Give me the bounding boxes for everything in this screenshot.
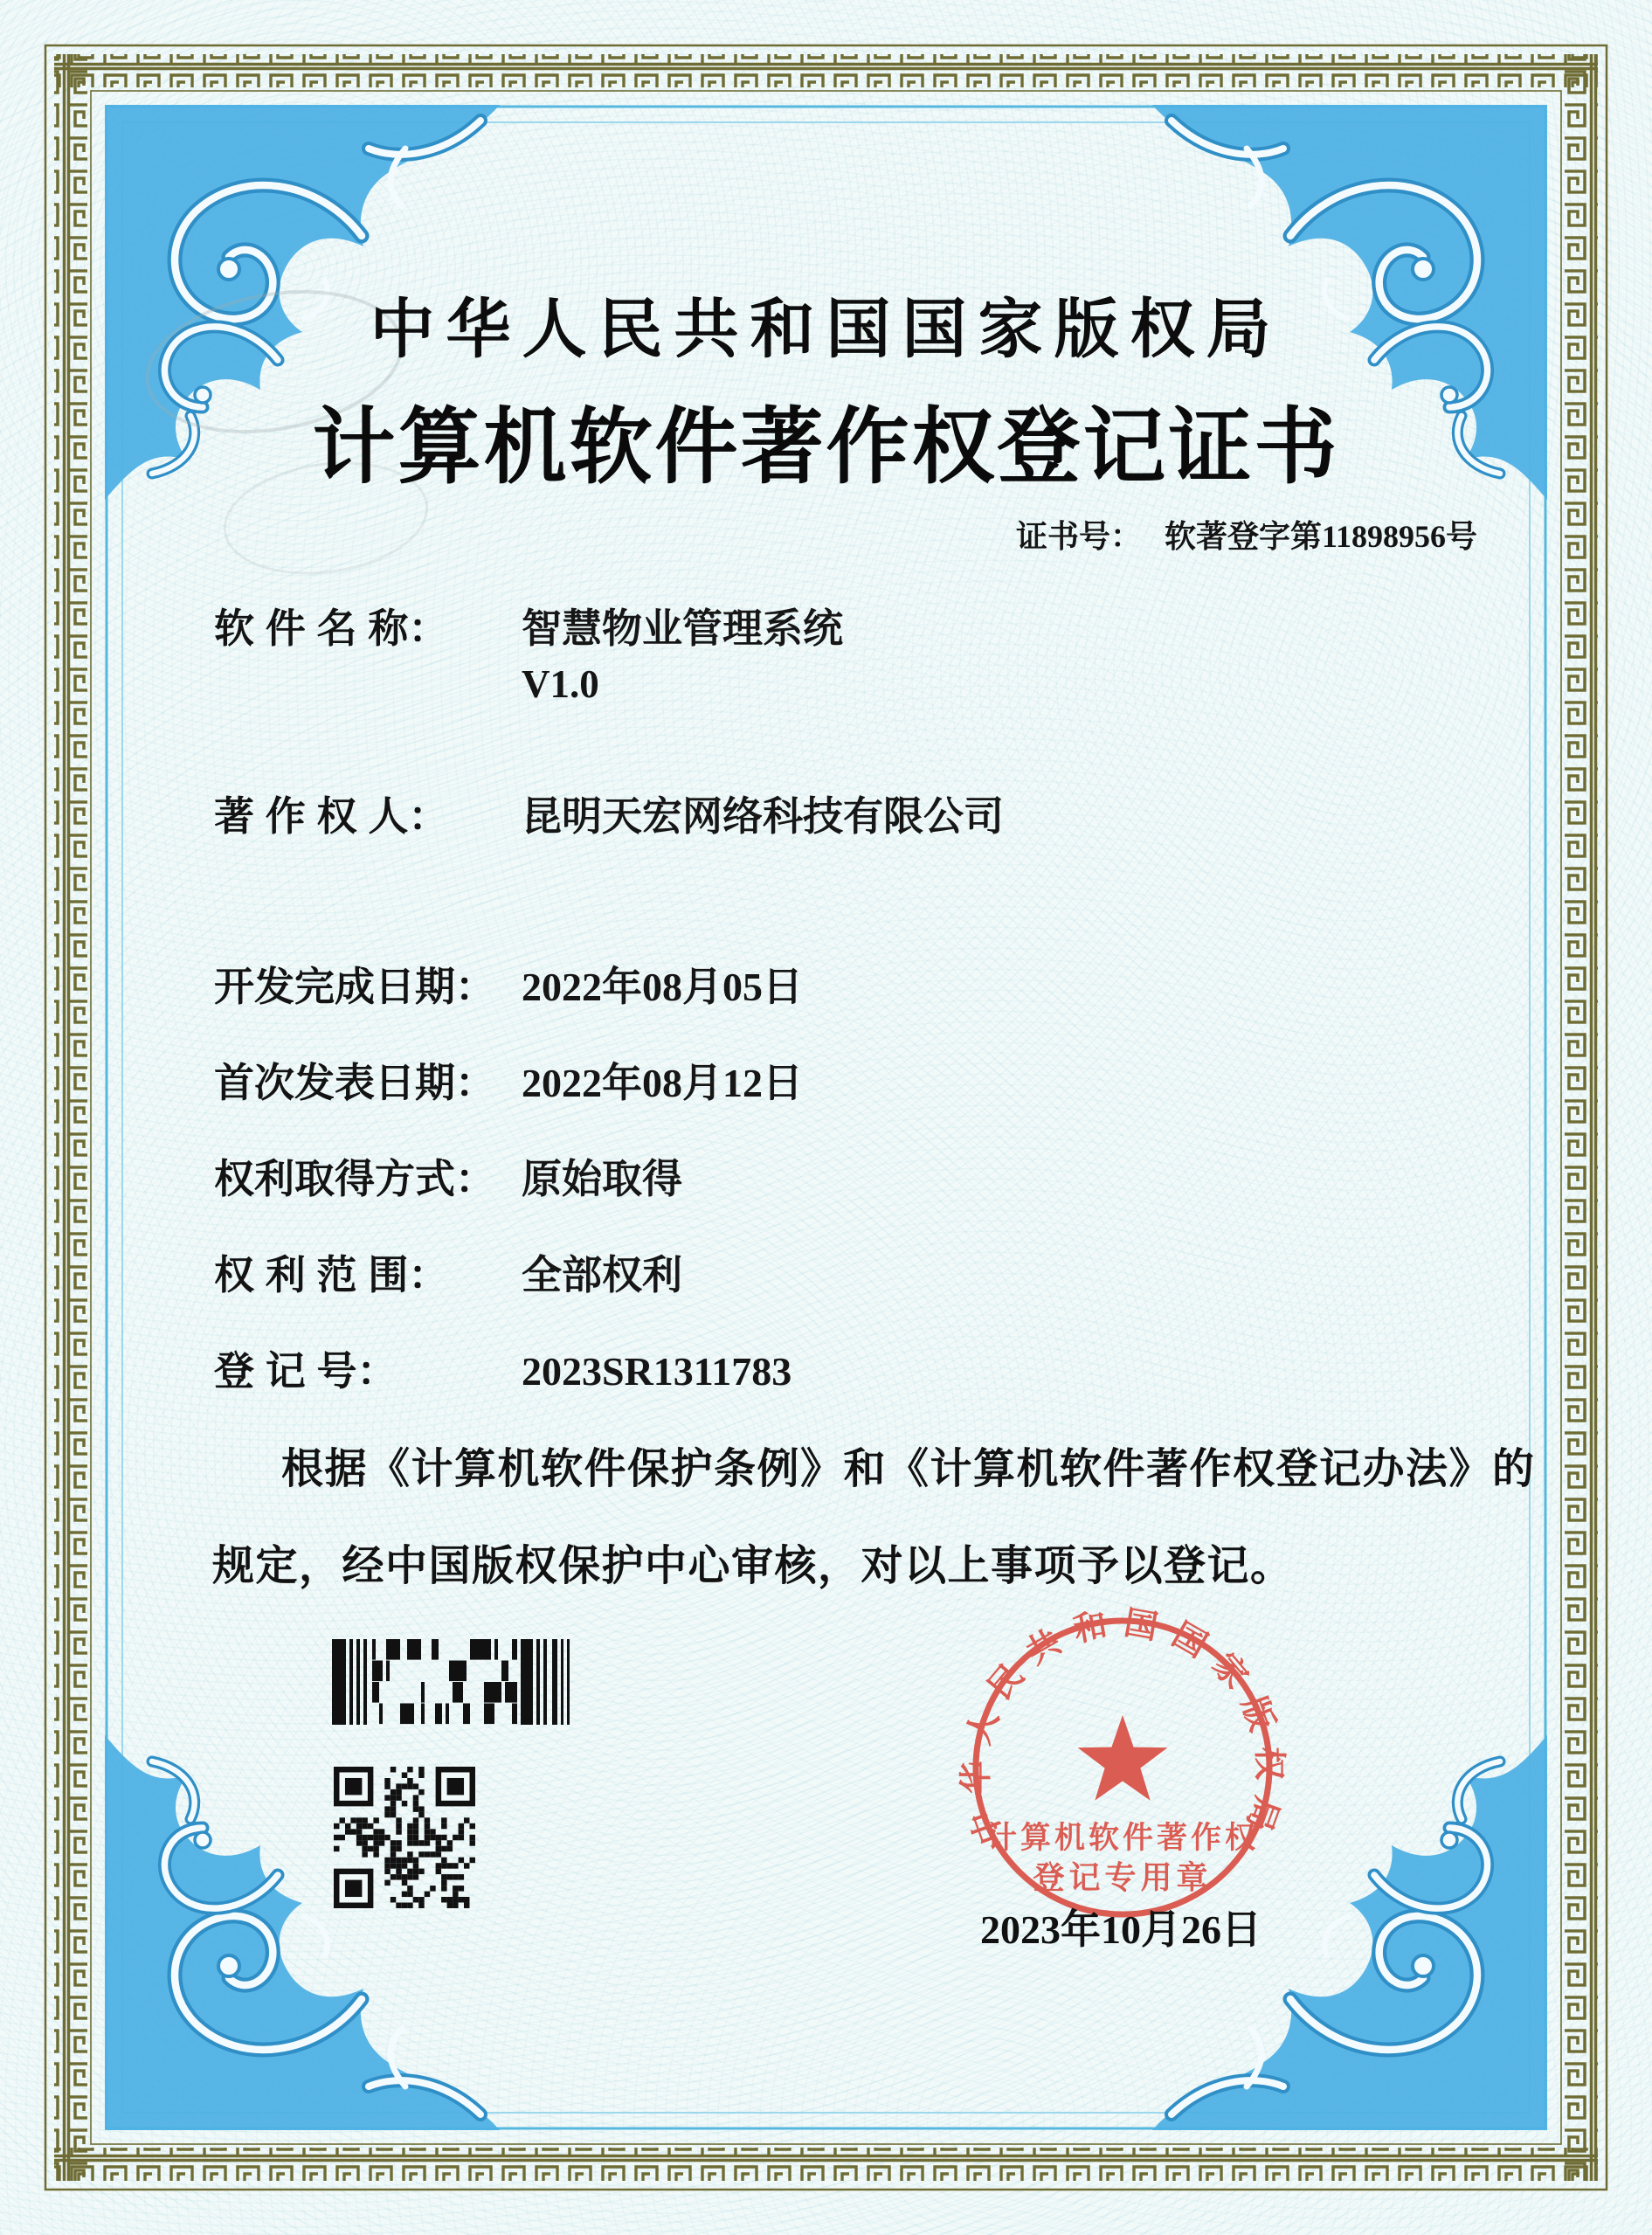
barcode <box>332 1639 572 1725</box>
field-value: 原始取得 <box>522 1156 682 1201</box>
seal-star-icon <box>1078 1715 1168 1801</box>
field-label: 软 件 名 称： <box>214 605 449 651</box>
official-seal <box>946 1591 1299 1944</box>
field-value: 2022年08月12日 <box>522 1061 803 1105</box>
certificate-number <box>1016 512 1477 557</box>
field-value: 昆明天宏网络科技有限公司 <box>522 793 1004 839</box>
field-row-dev-complete-date <box>214 955 803 1013</box>
field-value: 智慧物业管理系统 <box>522 605 843 651</box>
field-value: 2023SR1311783 <box>522 1349 792 1394</box>
field-value: 全部权利 <box>522 1252 682 1297</box>
seal-ring-text: 中华人民共和国国家版权局 <box>957 1604 1288 1849</box>
certificate-number-label: 证书号： <box>1016 519 1143 554</box>
qr-code <box>334 1767 476 1909</box>
certificate-title: 计算机软件著作权登记证书 <box>312 401 1340 494</box>
statement-line-2: 规定，经中国版权保护中心审核，对以上事项予以登记。 <box>212 1543 1294 1589</box>
field-label: 著 作 权 人： <box>214 793 449 839</box>
field-row-first-publish-date <box>214 1051 803 1109</box>
seal-inner-text-2: 登记专用章 <box>1033 1859 1213 1895</box>
field-row-software-name <box>214 597 843 654</box>
statement-line-1: 根据《计算机软件保护条例》和《计算机软件著作权登记办法》的 <box>281 1446 1536 1492</box>
field-label: 权 利 范 围： <box>214 1252 449 1297</box>
field-value: 2022年08月05日 <box>522 965 803 1009</box>
field-label: 登 记 号： <box>214 1348 397 1394</box>
software-version: V1.0 <box>522 662 599 706</box>
seal-inner-text-1: 计算机软件著作权 <box>985 1821 1260 1855</box>
field-label: 首次发表日期： <box>214 1060 495 1105</box>
field-row-rights-scope <box>214 1243 682 1301</box>
field-label: 开发完成日期： <box>214 964 495 1009</box>
authority-title: 中华人民共和国国家版权局 <box>370 294 1282 366</box>
field-row-rights-acquisition <box>214 1147 682 1205</box>
field-label: 权利取得方式： <box>214 1156 495 1201</box>
issue-date: 2023年10月26日 <box>980 1907 1261 1952</box>
field-row-registration-number <box>214 1339 791 1397</box>
certificate-number-value: 软著登字第11898956号 <box>1165 519 1478 554</box>
field-row-copyright-owner <box>214 785 1004 842</box>
